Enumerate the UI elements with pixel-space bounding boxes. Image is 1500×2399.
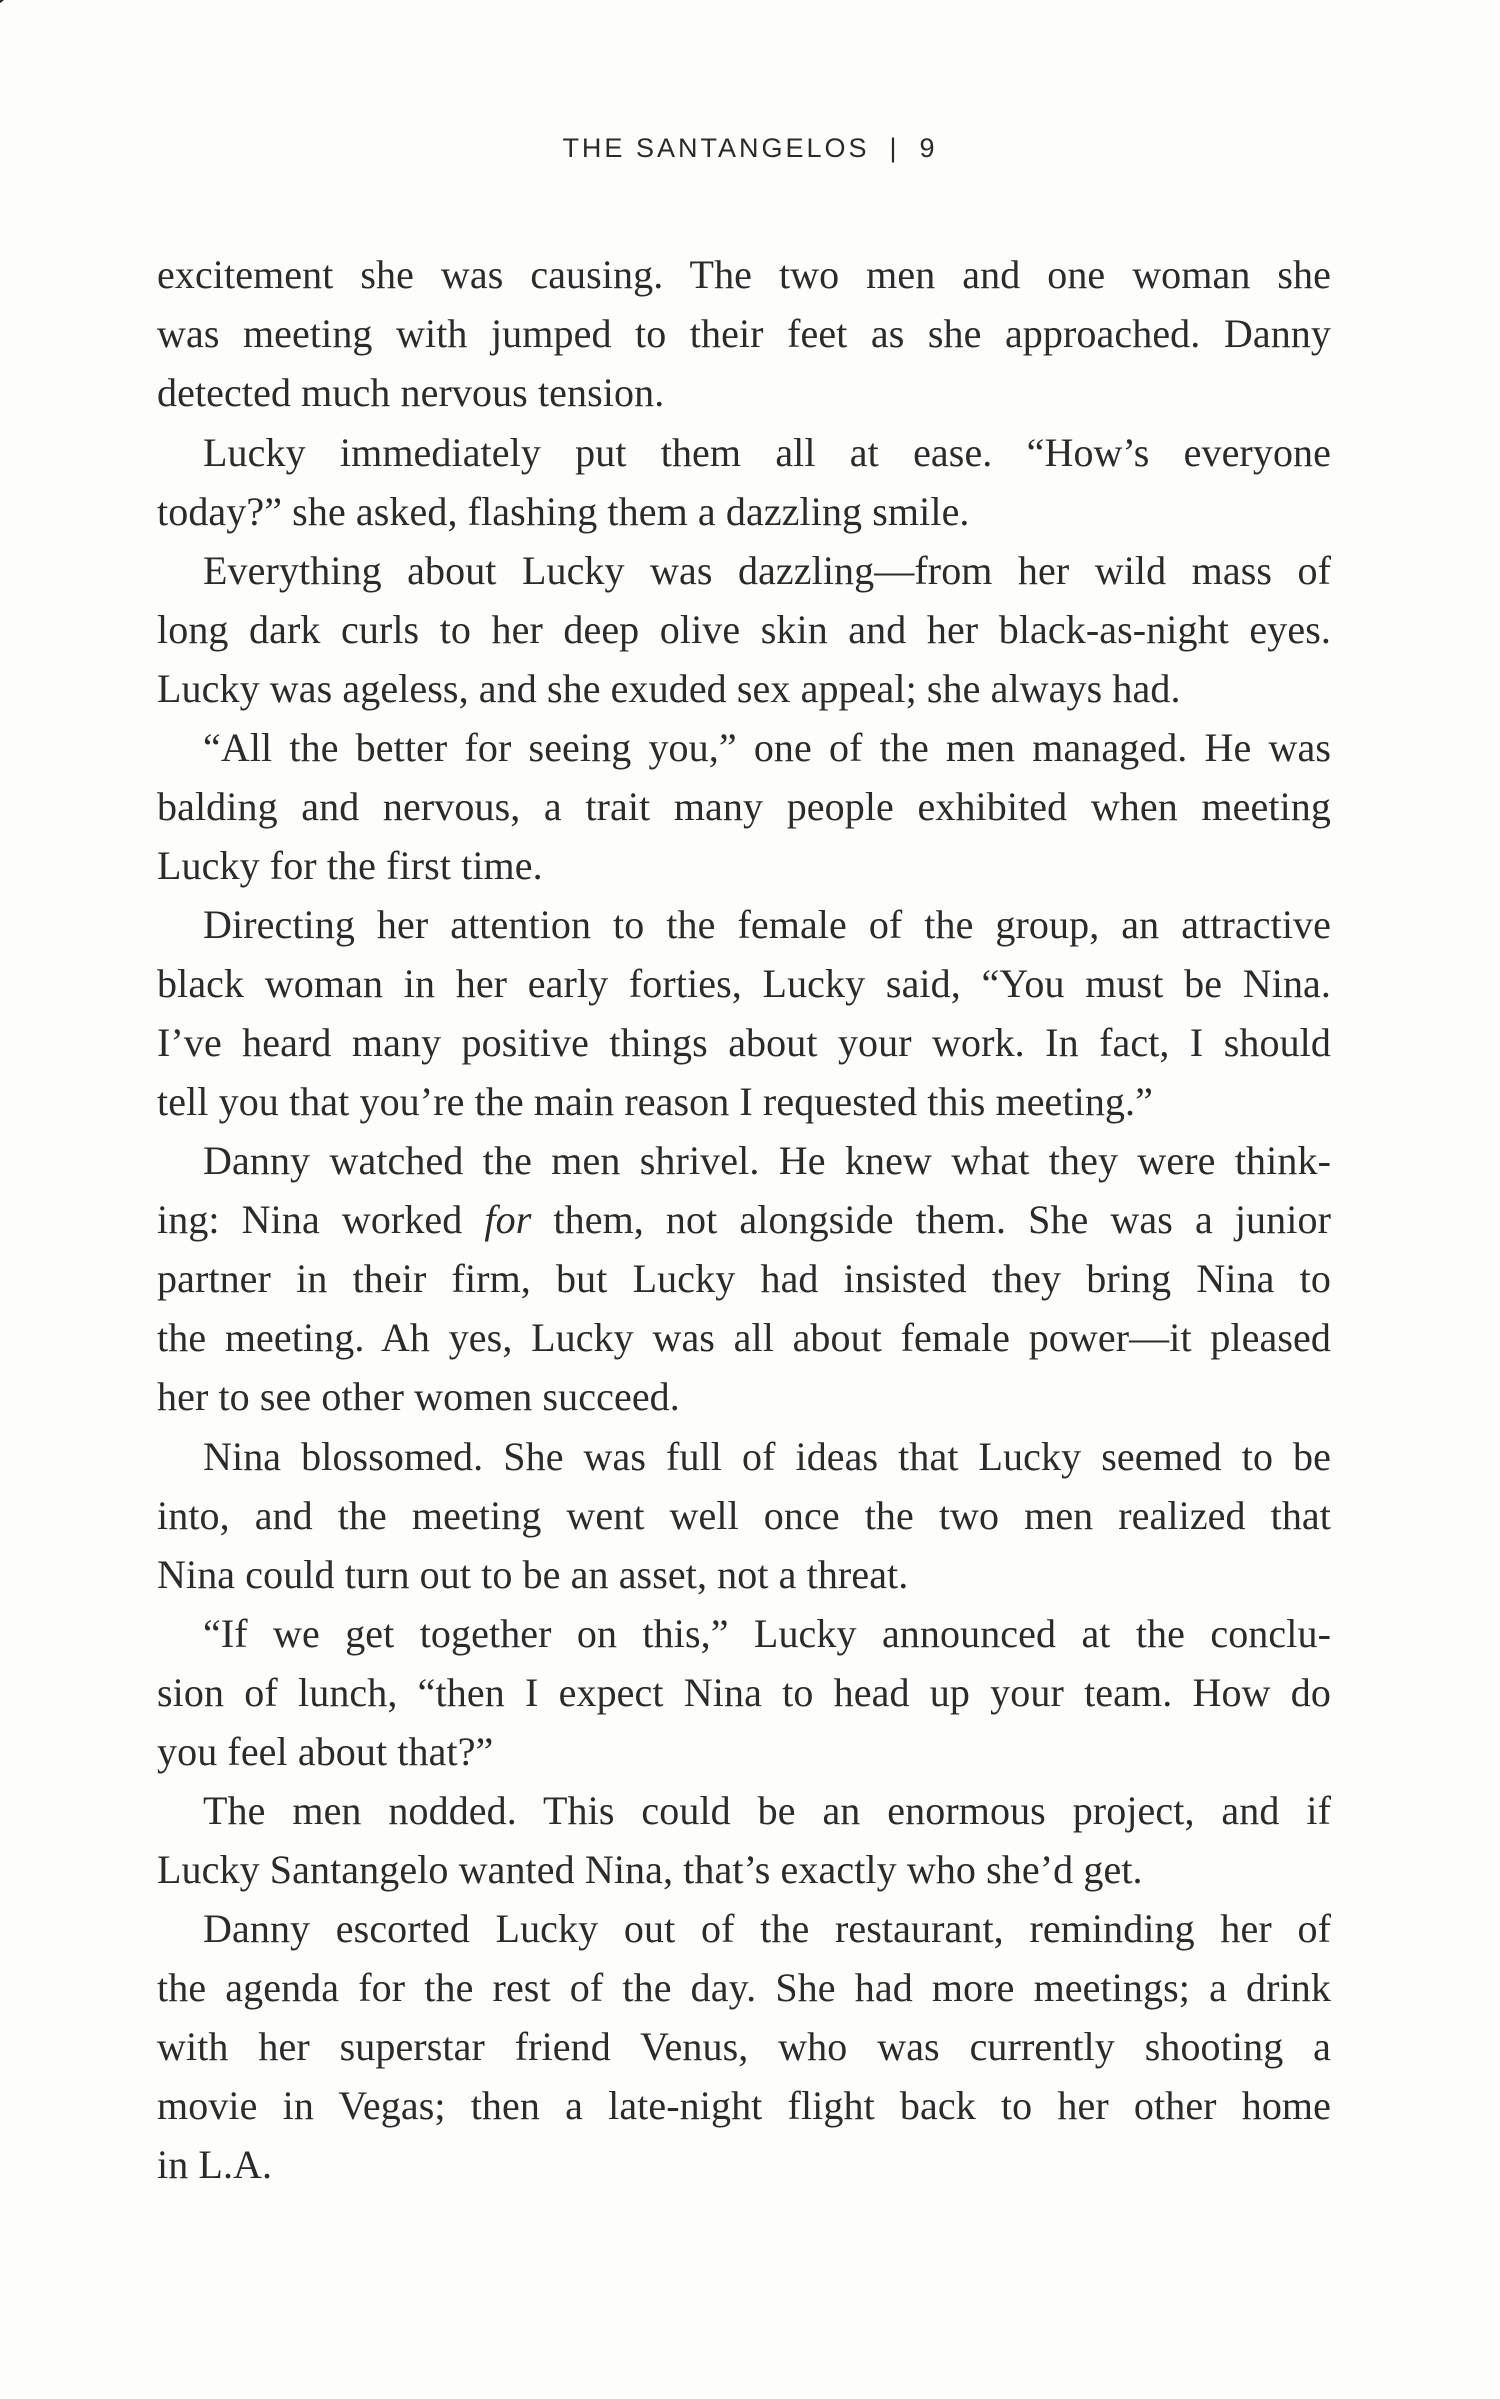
- italic-emphasis: for: [484, 1197, 532, 1242]
- text-line: excitement she was causing. The two men and one woman she: [157, 252, 1331, 297]
- text-line: Danny escorted Lucky out of the restaurant, reminding her of: [203, 1906, 1331, 1951]
- book-title: THE SANTANGELOS: [562, 133, 870, 163]
- text-line: Danny watched the men shrivel. He knew what they were think-: [203, 1138, 1331, 1183]
- text-line: black woman in her early forties, Lucky said, “You must be Nina.: [157, 961, 1331, 1006]
- text-line: Nina blossomed. She was full of ideas that Lucky seemed to be: [203, 1434, 1331, 1479]
- text-line: the agenda for the rest of the day. She had more meetings; a drink: [157, 1965, 1331, 2010]
- text-line: you feel about that?”: [157, 1729, 494, 1774]
- text-line: Lucky Santangelo wanted Nina, that’s exactly who she’d get.: [157, 1847, 1143, 1892]
- text-line: balding and nervous, a trait many people exhibited when meeting: [157, 784, 1331, 829]
- scan-edge-shadow: [0, 0, 15, 12]
- text-segment: them, not alongside them. She was a junior: [531, 1197, 1331, 1242]
- text-line: Everything about Lucky was dazzling—from her wild mass of: [203, 548, 1331, 593]
- text-line: “If we get together on this,” Lucky announced at the conclu-: [203, 1611, 1331, 1656]
- text-line: tell you that you’re the main reason I requested this meeting.”: [157, 1079, 1153, 1124]
- text-line: Lucky for the first time.: [157, 843, 543, 888]
- running-head: [0, 128, 1500, 168]
- page-number: 9: [919, 133, 938, 163]
- text-line: the meeting. Ah yes, Lucky was all about female power—it pleased: [157, 1315, 1331, 1360]
- text-line: partner in their firm, but Lucky had insisted they bring Nina to: [157, 1256, 1331, 1301]
- text-line: long dark curls to her deep olive skin and her black-as-night eyes.: [157, 607, 1331, 652]
- text-line: with her superstar friend Venus, who was currently shooting a: [157, 2024, 1331, 2069]
- text-line: sion of lunch, “then I expect Nina to head up your team. How do: [157, 1670, 1331, 1715]
- text-segment: ing: Nina worked: [157, 1197, 485, 1242]
- text-line: her to see other women succeed.: [157, 1374, 680, 1419]
- text-line: “All the better for seeing you,” one of the men managed. He was: [203, 725, 1331, 770]
- text-line: Nina could turn out to be an asset, not a threat.: [157, 1552, 909, 1597]
- header-separator: |: [889, 133, 900, 163]
- text-line: movie in Vegas; then a late-night flight back to her other home: [157, 2083, 1331, 2128]
- text-line: Lucky immediately put them all at ease. “How’s everyone: [203, 430, 1331, 475]
- text-line: The men nodded. This could be an enormous project, and if: [203, 1788, 1331, 1833]
- text-line: Directing her attention to the female of the group, an attractive: [203, 902, 1331, 947]
- text-line: [157, 1195, 1331, 1245]
- text-line: was meeting with jumped to their feet as she approached. Danny: [157, 311, 1331, 356]
- text-line: today?” she asked, flashing them a dazzling smile.: [157, 489, 970, 534]
- text-line: in L.A.: [157, 2142, 273, 2187]
- text-line: I’ve heard many positive things about your work. In fact, I should: [157, 1020, 1331, 1065]
- text-line: detected much nervous tension.: [157, 370, 665, 415]
- text-line: Lucky was ageless, and she exuded sex appeal; she always had.: [157, 666, 1181, 711]
- text-line: into, and the meeting went well once the two men realized that: [157, 1493, 1331, 1538]
